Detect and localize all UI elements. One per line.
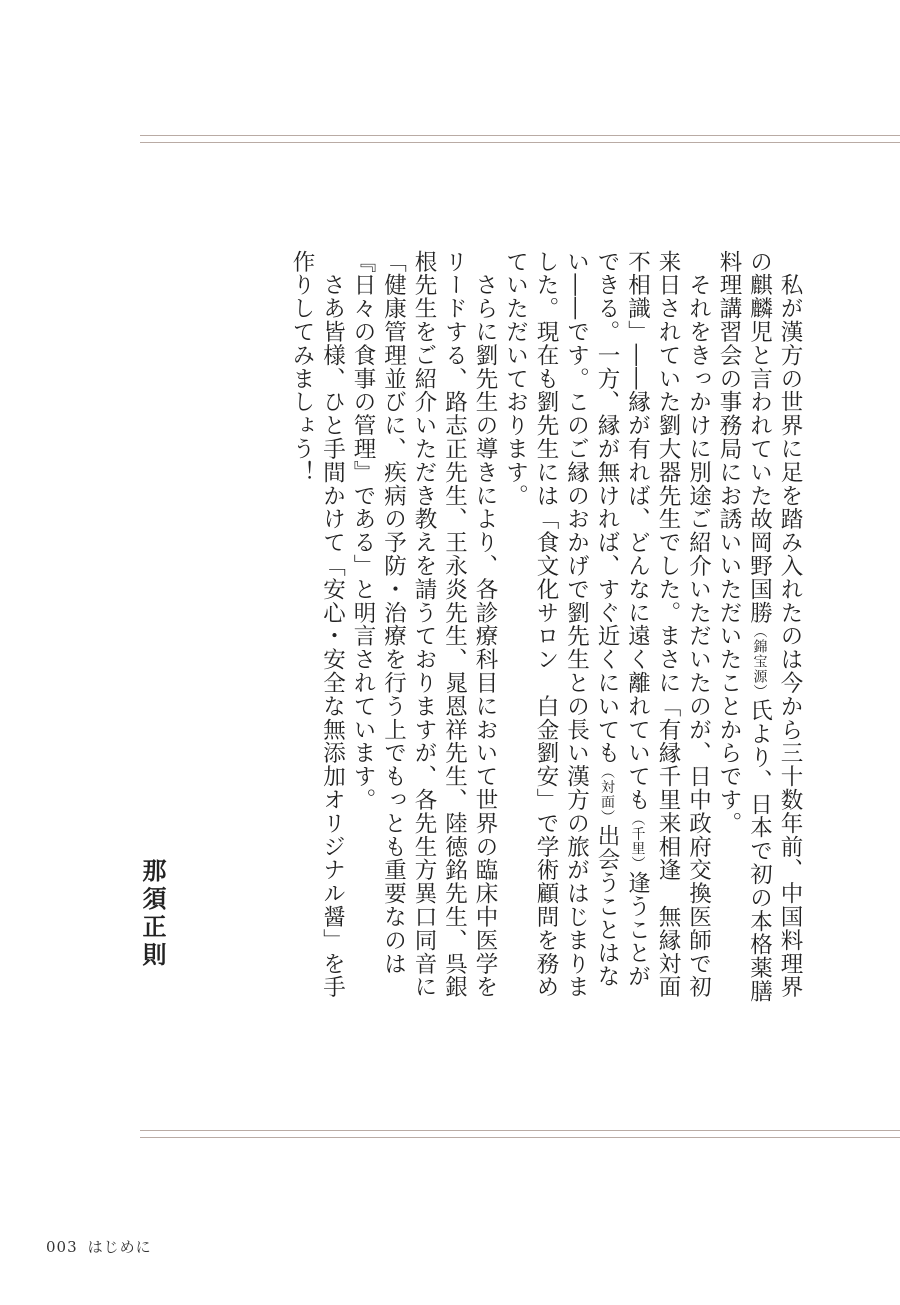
section-title: はじめに (87, 1238, 152, 1256)
paragraph-2-note-1: （千里） (629, 811, 646, 872)
paragraph-3-text: さらに劉先生の導きにより、各診療科目において世界の臨床中医学をリードする、路志正先生、王永炎先生、晁恩祥先生、陸徳銘先生、呉銀根先生をご紹介いただき教えを請うておりますが、各先生方異口同音に「健康管理並びに、疾病の予防・治療を行う上でもっとも重要なのは『日々の食事の管理』である」と明言されています。 (350, 250, 498, 999)
paragraph-2-text-b: 逢うことができる。一方、縁が無ければ、すぐ近くにいても (594, 250, 651, 989)
paragraph-2-text-c: 出会うことはない――です。このご縁のおかげで劉先生との長い漢方の旅がはじまりました。現在も劉先生には「食文化サロン 白金劉安」で学術顧問を務めていただいております。 (502, 250, 620, 999)
top-divider (140, 135, 900, 143)
page-footer (46, 1236, 162, 1257)
paragraph-4 (287, 250, 348, 1010)
page-number: 003 (46, 1238, 78, 1256)
bottom-divider (140, 1130, 900, 1138)
paragraph-4-text: さあ皆様、ひと手間かけて「安心・安全な無添加オリジナル醤」を手作りしてみましょう！ (289, 250, 346, 999)
paragraph-2-note-2: （対面） (599, 764, 615, 825)
paragraph-2 (500, 250, 714, 1010)
author-name: 那須正則 (138, 858, 167, 970)
paragraph-1-note: （錦宝源） (751, 624, 768, 699)
paragraph-2-text-a: それをきっかけに別途ご紹介いただいたのが、日中政府交換医師で初来日されていた劉大器先生でした。まさに「有縁千里来相逢 無縁対面不相識」――縁が有れば、どんなに遠く離れていても (624, 250, 712, 999)
body-text (200, 250, 805, 1010)
paragraph-3 (348, 250, 501, 1010)
paragraph-1 (714, 250, 806, 1010)
paragraph-1-text-b: 氏より、日本で初の本格薬膳料理講習会の事務局にお誘いいただいたことからです。 (716, 250, 773, 1004)
paragraph-1-text-a: 私が漢方の世界に足を踏み入れたのは今から三十数年前、中国料理界の麒麟児と言われていた故岡野国勝 (746, 250, 803, 999)
